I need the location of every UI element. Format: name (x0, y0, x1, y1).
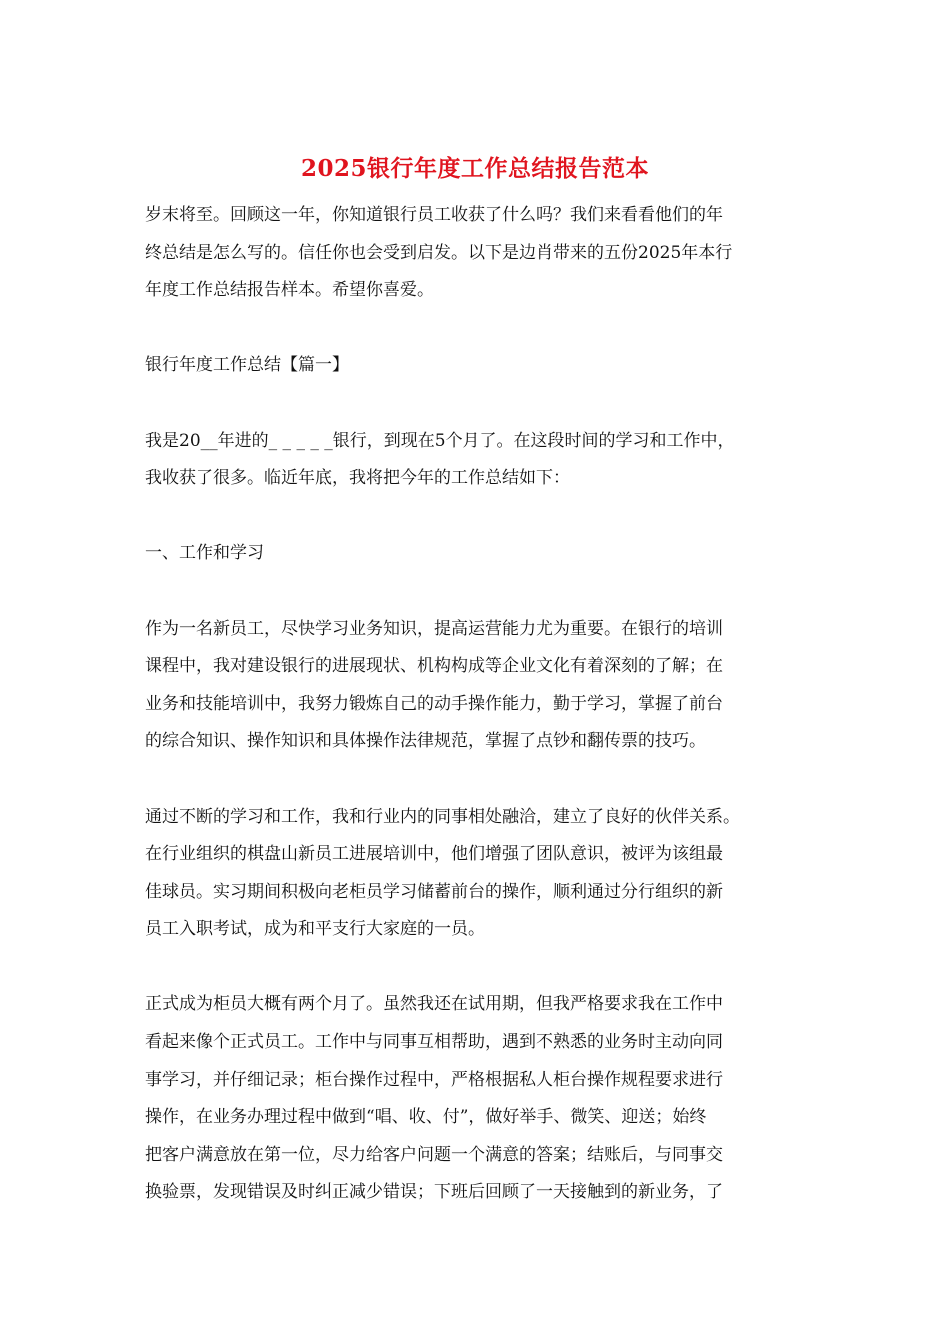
document-title: 2025银行年度工作总结报告范本 (300, 155, 649, 182)
text-line: 我是20__年进的_ _ _ _ _银行，到现在5个月了。在这段时间的学习和工作中， (145, 430, 735, 451)
text-line: 的综合知识、操作知识和具体操作法律规范，掌握了点钞和翻传票的技巧。 (145, 731, 706, 752)
text-line: 员工入职考试，成为和平支行大家庭的一员。 (145, 919, 485, 940)
text-line: 通过不断的学习和工作，我和行业内的同事相处融洽，建立了良好的伙伴关系。 (145, 806, 740, 827)
text-line: 把客户满意放在第一位，尽力给客户问题一个满意的答案；结账后，与同事交 (145, 1144, 723, 1165)
text-line: 换验票，发现错误及时纠正减少错误；下班后回顾了一天接触到的新业务，了 (145, 1182, 723, 1203)
text-line: 岁末将至。回顾这一年，你知道银行员工收获了什么吗？我们来看看他们的年 (145, 205, 723, 225)
paragraph-1 (145, 423, 805, 498)
text-line: 我收获了很多。临近年底，我将把今年的工作总结如下： (145, 468, 570, 489)
text-line: 事学习，并仔细记录；柜台操作过程中，严格根据私人柜台操作规程要求进行 (145, 1069, 723, 1090)
text-line: 年度工作总结报告样本。希望你喜爱。 (145, 280, 434, 301)
paragraph-4 (145, 986, 805, 1212)
intro-paragraph (145, 197, 805, 310)
text-line: 终总结是怎么写的。信任你也会受到启发。以下是边肖带来的五份2025年本行 (145, 242, 733, 263)
text-line: 看起来像个正式员工。工作中与同事互相帮助，遇到不熟悉的业务时主动向同 (145, 1032, 723, 1053)
text-line: 在行业组织的棋盘山新员工进展培训中，他们增强了团队意识，被评为该组最 (145, 844, 723, 865)
paragraph-2 (145, 611, 805, 761)
text-line: 操作，在业务办理过程中做到“唱、收、付”，做好举手、微笑、迎送；始终 (145, 1107, 707, 1128)
paragraph-3 (145, 799, 805, 949)
text-line: 课程中，我对建设银行的进展现状、机构构成等企业文化有着深刻的了解；在 (145, 656, 723, 677)
text-line: 佳球员。实习期间积极向老柜员学习储蓄前台的操作，顺利通过分行组织的新 (145, 881, 723, 902)
text-line: 业务和技能培训中，我努力锻炼自己的动手操作能力，勤于学习，掌握了前台 (145, 693, 723, 714)
document-body (145, 197, 805, 1212)
section-heading: 银行年度工作总结【篇一】 (145, 355, 349, 376)
text-line: 正式成为柜员大概有两个月了。虽然我还在试用期，但我严格要求我在工作中 (145, 994, 723, 1015)
subheading: 一、工作和学习 (145, 543, 264, 564)
text-line: 作为一名新员工，尽快学习业务知识，提高运营能力尤为重要。在银行的培训 (145, 618, 723, 639)
